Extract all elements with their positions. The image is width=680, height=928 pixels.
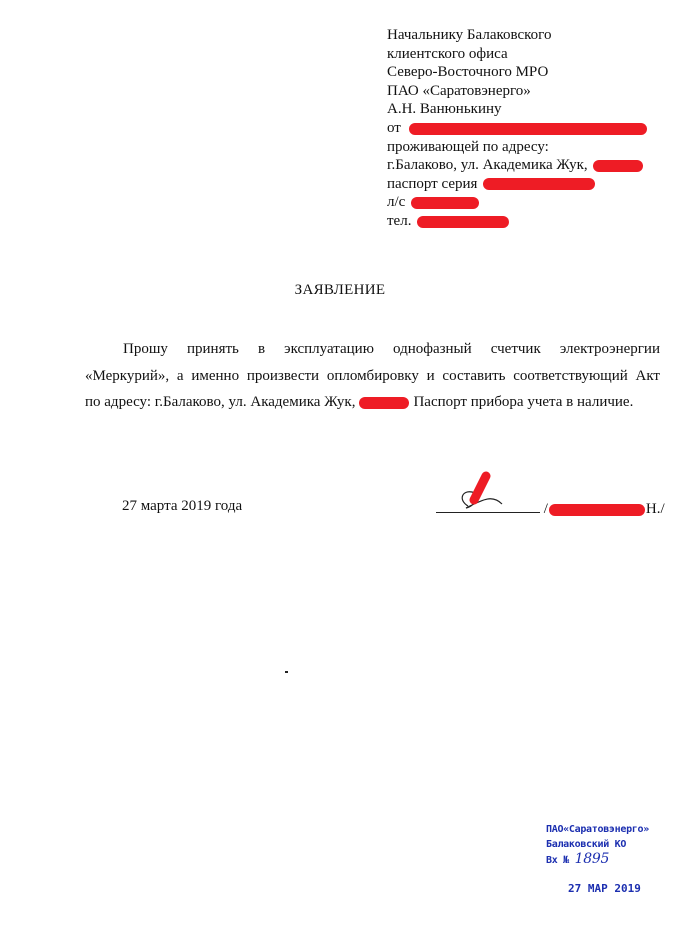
redaction-mark (474, 476, 486, 500)
passport-prefix: паспорт серия (387, 175, 478, 192)
scan-speck (285, 671, 288, 673)
stamp-number: 1895 (574, 851, 610, 867)
document-title: ЗАЯВЛЕНИЕ (294, 282, 386, 298)
redaction-mark (483, 178, 595, 190)
account-prefix: л/с (387, 194, 406, 211)
stamp-date: 27 МАР 2019 (568, 882, 641, 895)
stamp-line: ПАО«Саратовэнерго» (546, 824, 649, 835)
recipient-block (387, 26, 647, 231)
sender-prefix: от (387, 119, 401, 136)
statement-body (85, 336, 660, 416)
phone-line (387, 212, 647, 231)
address-prefix: г.Балаково, ул. Академика Жук, (387, 157, 588, 174)
recipient-line: Северо-Восточного МРО (387, 64, 549, 81)
stamp-line: Балаковский КО (546, 839, 627, 850)
registration-stamp (546, 822, 649, 868)
redaction-mark (409, 123, 647, 135)
address-line (387, 156, 647, 175)
recipient-line: А.Н. Ванюнькину (387, 101, 502, 118)
signature-tail: Н./ (645, 501, 665, 517)
recipient-line: проживающей по адресу: (387, 138, 549, 155)
redaction-mark (359, 397, 409, 409)
sender-line (387, 119, 647, 138)
recipient-line: клиентского офиса (387, 45, 508, 62)
signature-date: 27 марта 2019 года (122, 498, 243, 514)
redaction-mark (593, 160, 643, 172)
recipient-line: Начальнику Балаковского (387, 27, 552, 43)
signature-underline (436, 499, 540, 513)
signature-line: / Н./ (436, 499, 665, 518)
account-line (387, 193, 647, 212)
phone-prefix: тел. (387, 212, 412, 229)
stamp-number-line: Вх № 1895 (546, 851, 610, 867)
passport-line (387, 175, 647, 194)
redaction-mark (417, 216, 509, 228)
body-line: по адресу: г.Балаково, ул. Академика Жук, Паспорт прибора учета в наличие. (85, 394, 634, 410)
body-line: Прошу принять в эксплуатацию однофазный счетчик электроэнергии (123, 341, 660, 357)
body-line: «Меркурий», а именно произвести опломбировку и составить соответствующий Акт (85, 367, 660, 384)
redaction-mark (549, 504, 645, 516)
redaction-mark (411, 197, 479, 209)
recipient-line: ПАО «Саратовэнерго» (387, 82, 531, 99)
